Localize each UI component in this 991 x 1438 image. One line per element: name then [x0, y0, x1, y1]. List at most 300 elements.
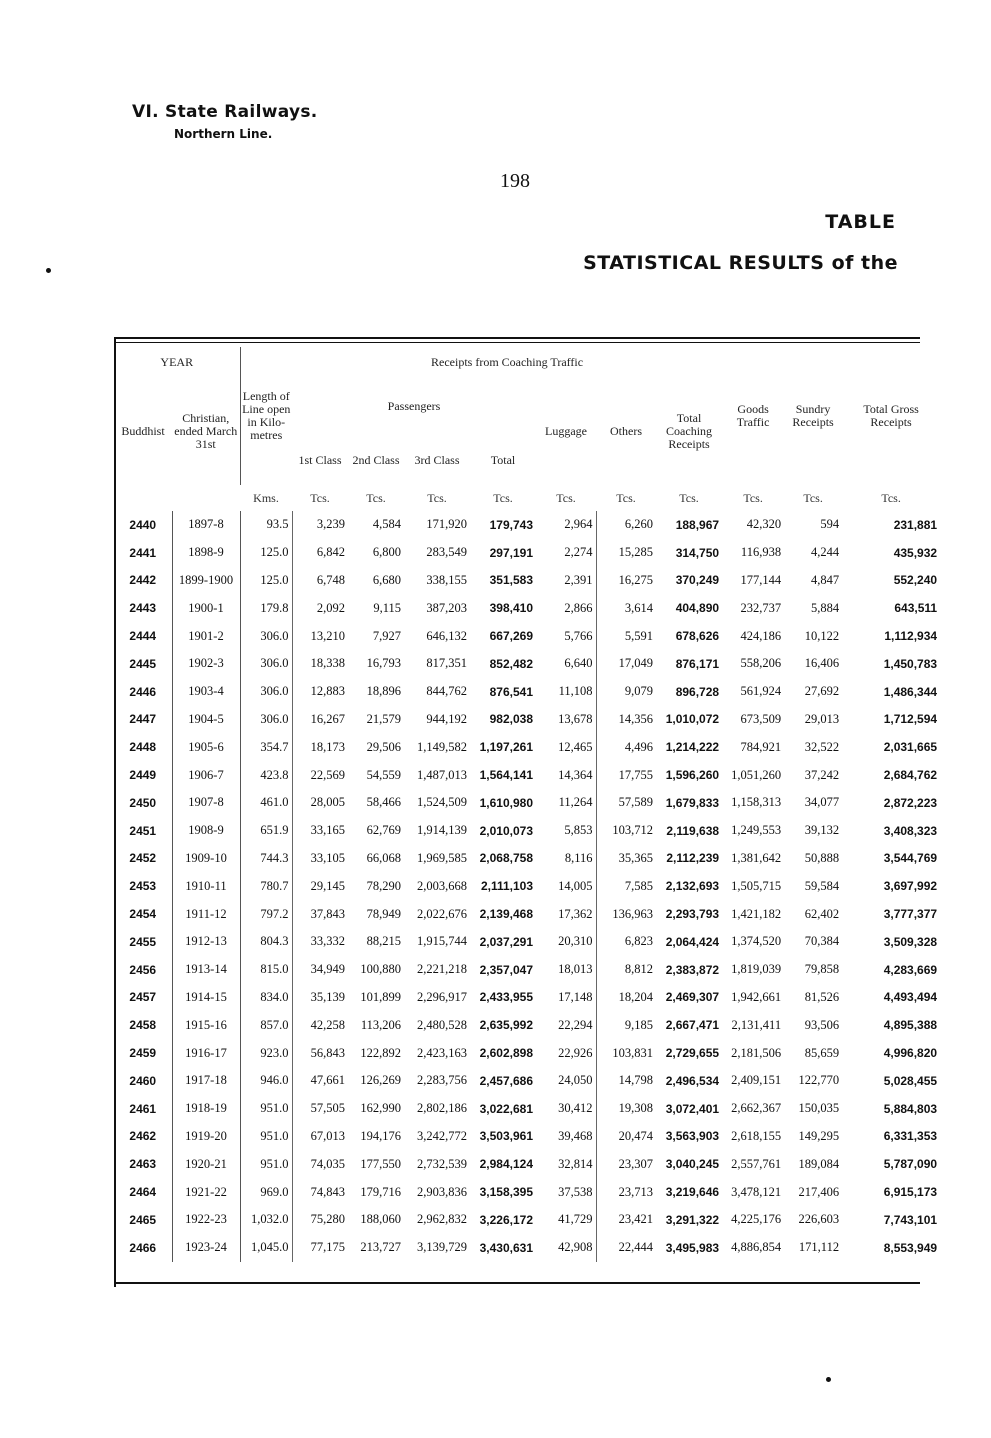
third-class-cell: 2,283,756 [417, 1073, 468, 1088]
christian-year-cell: 1910-11 [172, 872, 240, 900]
buddhist-year-cell: 2446 [129, 684, 157, 699]
buddhist-year-cell: 2461 [129, 1101, 157, 1116]
table-row [114, 511, 940, 539]
passenger-total-cell: 2,602,898 [479, 1046, 534, 1061]
luggage-cell: 22,294 [536, 1011, 596, 1039]
second-class-cell: 54,559 [366, 767, 402, 782]
line-length-cell: 354.7 [240, 733, 292, 761]
others-cell: 5,591 [624, 628, 654, 643]
sundry-receipts-cell: 93,506 [804, 1017, 840, 1032]
christian-year-cell: 1907-8 [172, 789, 240, 817]
total-coaching-cell: 404,890 [675, 601, 720, 616]
total-coaching-cell: 2,729,655 [665, 1046, 720, 1061]
first-class-cell: 77,175 [310, 1240, 346, 1255]
others-cell: 6,260 [624, 517, 654, 532]
buddhist-year-cell: 2441 [129, 545, 157, 560]
first-class-cell: 75,280 [310, 1212, 346, 1227]
buddhist-year-cell: 2463 [129, 1157, 157, 1172]
luggage-cell: 2,964 [536, 511, 596, 539]
luggage-cell: 11,108 [536, 678, 596, 706]
goods-traffic-cell: 2,131,411 [731, 1017, 782, 1032]
others-cell: 3,614 [624, 600, 654, 615]
line-length-cell: 306.0 [240, 622, 292, 650]
gross-receipts-cell: 1,486,344 [883, 684, 938, 699]
buddhist-year-cell: 2444 [129, 629, 157, 644]
first-class-cell: 67,013 [310, 1128, 346, 1143]
christian-year-cell: 1912-13 [172, 928, 240, 956]
table-row [114, 1123, 940, 1151]
first-class-cell: 33,332 [310, 934, 346, 949]
line-length-cell: 125.0 [240, 567, 292, 595]
passenger-total-cell: 2,457,686 [479, 1073, 534, 1088]
others-cell: 103,712 [612, 823, 654, 838]
buddhist-year-cell: 2440 [129, 517, 157, 532]
unit-label: Tcs. [556, 490, 576, 505]
goods-traffic-cell: 4,886,854 [731, 1240, 782, 1255]
second-class-cell: 6,680 [372, 572, 402, 587]
luggage-cell: 2,866 [536, 594, 596, 622]
passenger-total-cell: 3,158,395 [479, 1185, 534, 1200]
others-cell: 23,713 [618, 1184, 654, 1199]
unit-label: Tcs. [803, 490, 823, 505]
christian-year-cell: 1905-6 [172, 733, 240, 761]
gross-receipts-cell: 552,240 [893, 573, 938, 588]
gross-receipts-cell: 643,511 [894, 601, 938, 616]
buddhist-year-cell: 2462 [129, 1129, 157, 1144]
first-class-cell: 35,139 [310, 989, 346, 1004]
sundry-receipts-cell: 81,526 [804, 989, 840, 1004]
luggage-cell: 20,310 [536, 928, 596, 956]
christian-year-cell: 1911-12 [172, 900, 240, 928]
others-cell: 4,496 [624, 739, 654, 754]
first-class-header: 1st Class [298, 452, 342, 467]
passenger-total-cell: 2,357,047 [479, 962, 534, 977]
christian-year-cell: 1920-21 [172, 1150, 240, 1178]
goods-traffic-cell: 2,181,506 [731, 1045, 782, 1060]
luggage-cell: 17,362 [536, 900, 596, 928]
unit-label: Tcs. [616, 490, 636, 505]
sundry-receipts-cell: 59,584 [804, 878, 840, 893]
table-row [114, 872, 940, 900]
total-coaching-header: Total Coaching Receipts [666, 410, 713, 451]
sundry-receipts-cell: 171,112 [798, 1240, 840, 1255]
unit-label: Tcs. [881, 490, 901, 505]
table-row [114, 539, 940, 567]
table-row [114, 1039, 940, 1067]
sundry-receipts-cell: 34,077 [804, 795, 840, 810]
line-subheading: Northern Line. [174, 127, 273, 141]
ink-speck [46, 268, 51, 273]
year-header: YEAR [160, 354, 194, 369]
third-class-cell: 2,423,163 [417, 1045, 468, 1060]
passenger-total-cell: 1,610,980 [479, 795, 534, 810]
second-class-cell: 7,927 [372, 628, 402, 643]
line-length-cell: 1,045.0 [240, 1234, 292, 1262]
table-row [114, 789, 940, 817]
gross-receipts-cell: 1,112,934 [884, 629, 938, 644]
goods-traffic-cell: 42,320 [746, 517, 782, 532]
passenger-total-cell: 297,191 [489, 545, 534, 560]
table-row [114, 1178, 940, 1206]
top-rule [114, 337, 920, 339]
first-class-cell: 74,035 [310, 1156, 346, 1171]
others-cell: 17,049 [618, 656, 654, 671]
luggage-header: Luggage [545, 423, 587, 438]
buddhist-year-cell: 2459 [129, 1046, 157, 1061]
gross-receipts-cell: 3,777,377 [883, 907, 938, 922]
second-class-cell: 122,892 [360, 1045, 402, 1060]
table-row [114, 761, 940, 789]
statistics-table [114, 347, 940, 1262]
total-coaching-cell: 314,750 [675, 545, 720, 560]
total-coaching-cell: 876,171 [675, 656, 720, 671]
gross-receipts-cell: 2,872,223 [883, 795, 938, 810]
buddhist-year-cell: 2443 [129, 601, 157, 616]
third-class-cell: 2,962,832 [417, 1212, 468, 1227]
first-class-cell: 3,239 [316, 517, 346, 532]
table-body [114, 485, 940, 1262]
table-title: STATISTICAL RESULTS of the [583, 252, 898, 274]
line-length-cell: 780.7 [240, 872, 292, 900]
total-coaching-cell: 3,563,903 [665, 1129, 720, 1144]
line-length-cell: 461.0 [240, 789, 292, 817]
others-cell: 6,823 [624, 934, 654, 949]
luggage-cell: 17,148 [536, 984, 596, 1012]
passengers-header: Passengers [387, 398, 441, 413]
goods-traffic-cell: 1,421,182 [731, 906, 782, 921]
table-row [114, 567, 940, 595]
third-class-cell: 2,003,668 [417, 878, 468, 893]
total-coaching-cell: 3,495,983 [665, 1240, 720, 1255]
line-length-cell: 951.0 [240, 1123, 292, 1151]
total-coaching-cell: 1,679,833 [665, 795, 720, 810]
total-coaching-cell: 370,249 [675, 573, 720, 588]
goods-traffic-cell: 784,921 [740, 739, 782, 754]
total-coaching-cell: 3,219,646 [665, 1185, 720, 1200]
others-cell: 103,831 [612, 1045, 654, 1060]
christian-year-cell: 1915-16 [172, 1011, 240, 1039]
luggage-cell: 39,468 [536, 1123, 596, 1151]
passenger-total-cell: 3,226,172 [479, 1212, 534, 1227]
table-row [114, 650, 940, 678]
line-length-cell: 834.0 [240, 984, 292, 1012]
goods-traffic-cell: 424,186 [740, 628, 782, 643]
buddhist-year-cell: 2455 [129, 934, 157, 949]
third-class-cell: 2,732,539 [417, 1156, 468, 1171]
sundry-receipts-cell: 217,406 [798, 1184, 840, 1199]
luggage-cell: 8,116 [536, 845, 596, 873]
second-class-cell: 177,550 [360, 1156, 402, 1171]
total-coaching-cell: 2,496,534 [665, 1073, 720, 1088]
goods-traffic-cell: 4,225,176 [731, 1212, 782, 1227]
first-class-cell: 56,843 [310, 1045, 346, 1060]
gross-header: Total Gross Receipts [863, 402, 919, 429]
christian-year-cell: 1900-1 [172, 594, 240, 622]
first-class-cell: 57,505 [310, 1101, 346, 1116]
third-class-cell: 2,480,528 [417, 1017, 468, 1032]
buddhist-header: Buddhist [121, 423, 165, 438]
line-length-cell: 815.0 [240, 956, 292, 984]
others-cell: 9,185 [624, 1017, 654, 1032]
total-coaching-cell: 2,383,872 [665, 962, 720, 977]
sundry-receipts-cell: 149,295 [798, 1128, 840, 1143]
total-coaching-cell: 2,293,793 [665, 907, 720, 922]
others-cell: 20,474 [618, 1128, 654, 1143]
sundry-receipts-cell: 37,242 [804, 767, 840, 782]
buddhist-year-cell: 2448 [129, 740, 157, 755]
sundry-receipts-cell: 27,692 [804, 684, 840, 699]
buddhist-year-cell: 2464 [129, 1185, 157, 1200]
goods-traffic-cell: 1,942,661 [731, 989, 782, 1004]
second-class-header: 2nd Class [352, 452, 400, 467]
line-length-cell: 179.8 [240, 594, 292, 622]
table-row [114, 900, 940, 928]
goods-traffic-cell: 232,737 [740, 600, 782, 615]
luggage-cell: 41,729 [536, 1206, 596, 1234]
sundry-header: Sundry Receipts [792, 402, 834, 429]
buddhist-year-cell: 2442 [129, 573, 157, 588]
passenger-total-cell: 1,197,261 [479, 740, 534, 755]
total-coaching-cell: 2,469,307 [665, 990, 720, 1005]
others-cell: 136,963 [612, 906, 654, 921]
passenger-total-cell: 2,635,992 [479, 1018, 534, 1033]
others-cell: 35,365 [618, 850, 654, 865]
gross-receipts-cell: 4,493,494 [883, 990, 938, 1005]
passenger-total-cell: 876,541 [489, 684, 534, 699]
second-class-cell: 101,899 [360, 989, 402, 1004]
third-class-cell: 1,524,509 [417, 795, 468, 810]
others-cell: 17,755 [618, 767, 654, 782]
luggage-cell: 32,814 [536, 1150, 596, 1178]
first-class-cell: 34,949 [310, 962, 346, 977]
second-class-cell: 179,716 [360, 1184, 402, 1199]
sundry-receipts-cell: 50,888 [804, 850, 840, 865]
buddhist-year-cell: 2466 [129, 1240, 157, 1255]
passenger-total-cell: 852,482 [489, 656, 534, 671]
line-length-cell: 923.0 [240, 1039, 292, 1067]
luggage-cell: 14,364 [536, 761, 596, 789]
line-length-cell: 857.0 [240, 1011, 292, 1039]
christian-year-cell: 1916-17 [172, 1039, 240, 1067]
units-row [114, 485, 940, 511]
luggage-cell: 2,274 [536, 539, 596, 567]
luggage-cell: 13,678 [536, 706, 596, 734]
second-class-cell: 4,584 [372, 517, 402, 532]
third-class-cell: 1,915,744 [417, 934, 468, 949]
total-coaching-cell: 2,064,424 [665, 934, 720, 949]
others-cell: 14,798 [618, 1073, 654, 1088]
first-class-cell: 47,661 [310, 1073, 346, 1088]
total-coaching-cell: 1,596,260 [665, 768, 720, 783]
table-row [114, 1011, 940, 1039]
total-coaching-cell: 1,010,072 [665, 712, 720, 727]
unit-label: Tcs. [427, 490, 447, 505]
sundry-receipts-cell: 189,084 [798, 1156, 840, 1171]
sundry-receipts-cell: 122,770 [798, 1073, 840, 1088]
sundry-receipts-cell: 39,132 [804, 823, 840, 838]
christian-year-cell: 1899-1900 [172, 567, 240, 595]
luggage-cell: 18,013 [536, 956, 596, 984]
christian-year-cell: 1901-2 [172, 622, 240, 650]
third-class-cell: 1,969,585 [417, 850, 468, 865]
luggage-cell: 12,465 [536, 733, 596, 761]
unit-label: Kms. [253, 490, 279, 505]
gross-receipts-cell: 6,331,353 [883, 1129, 938, 1144]
christian-year-cell: 1923-24 [172, 1234, 240, 1262]
first-class-cell: 12,883 [310, 684, 346, 699]
line-length-cell: 804.3 [240, 928, 292, 956]
buddhist-year-cell: 2454 [129, 907, 157, 922]
unit-label: Tcs. [743, 490, 763, 505]
goods-traffic-cell: 116,938 [740, 545, 782, 560]
others-cell: 7,585 [624, 878, 654, 893]
first-class-cell: 29,145 [310, 878, 346, 893]
buddhist-year-cell: 2465 [129, 1212, 157, 1227]
passenger-total-header: Total [490, 452, 516, 467]
buddhist-year-cell: 2451 [129, 823, 157, 838]
second-class-cell: 113,206 [360, 1017, 402, 1032]
christian-year-cell: 1913-14 [172, 956, 240, 984]
first-class-cell: 18,338 [310, 656, 346, 671]
first-class-cell: 74,843 [310, 1184, 346, 1199]
passenger-total-cell: 2,010,073 [479, 823, 534, 838]
buddhist-year-cell: 2445 [129, 656, 157, 671]
table-row [114, 1206, 940, 1234]
luggage-cell: 5,766 [536, 622, 596, 650]
total-coaching-cell: 2,112,239 [666, 851, 720, 866]
sundry-receipts-cell: 85,659 [804, 1045, 840, 1060]
gross-receipts-cell: 1,712,594 [883, 712, 938, 727]
luggage-cell: 30,412 [536, 1095, 596, 1123]
passenger-total-cell: 1,564,141 [479, 768, 534, 783]
total-coaching-cell: 678,626 [675, 629, 720, 644]
table-row [114, 928, 940, 956]
first-class-cell: 37,843 [310, 906, 346, 921]
passenger-total-cell: 667,269 [489, 629, 534, 644]
luggage-cell: 37,538 [536, 1178, 596, 1206]
second-class-cell: 58,466 [366, 795, 402, 810]
total-coaching-cell: 3,291,322 [665, 1212, 720, 1227]
christian-year-cell: 1906-7 [172, 761, 240, 789]
luggage-cell: 6,640 [536, 650, 596, 678]
gross-receipts-cell: 8,553,949 [883, 1240, 938, 1255]
first-class-cell: 6,748 [316, 572, 346, 587]
others-cell: 23,307 [618, 1156, 654, 1171]
second-class-cell: 100,880 [360, 962, 402, 977]
first-class-cell: 2,092 [316, 600, 346, 615]
total-coaching-cell: 1,214,222 [665, 740, 720, 755]
second-class-cell: 18,896 [366, 684, 402, 699]
second-class-cell: 78,290 [366, 878, 402, 893]
christian-year-cell: 1897-8 [172, 511, 240, 539]
others-cell: 23,421 [618, 1212, 654, 1227]
buddhist-year-cell: 2458 [129, 1018, 157, 1033]
second-class-cell: 88,215 [366, 934, 402, 949]
sundry-receipts-cell: 4,244 [810, 545, 840, 560]
buddhist-year-cell: 2453 [129, 879, 157, 894]
third-class-cell: 944,192 [426, 711, 468, 726]
first-class-cell: 33,165 [310, 823, 346, 838]
table-label: TABLE [825, 211, 896, 233]
table-row [114, 594, 940, 622]
others-cell: 19,308 [618, 1101, 654, 1116]
passenger-total-cell: 2,433,955 [479, 990, 534, 1005]
passenger-total-cell: 2,068,758 [479, 851, 534, 866]
goods-traffic-cell: 1,249,553 [731, 823, 782, 838]
christian-year-cell: 1918-19 [172, 1095, 240, 1123]
unit-label: Tcs. [493, 490, 513, 505]
passenger-total-cell: 3,430,631 [479, 1240, 534, 1255]
page-number: 198 [500, 170, 530, 192]
third-class-cell: 387,203 [426, 600, 468, 615]
passenger-total-cell: 351,583 [489, 573, 534, 588]
christian-header: Christian, ended March 31st [174, 410, 238, 451]
christian-year-cell: 1903-4 [172, 678, 240, 706]
first-class-cell: 28,005 [310, 795, 346, 810]
sundry-receipts-cell: 150,035 [798, 1101, 840, 1116]
christian-year-cell: 1919-20 [172, 1123, 240, 1151]
luggage-cell: 11,264 [536, 789, 596, 817]
passenger-total-cell: 2,037,291 [479, 934, 534, 949]
line-length-cell: 306.0 [240, 678, 292, 706]
gross-receipts-cell: 1,450,783 [883, 656, 938, 671]
second-class-cell: 62,769 [366, 823, 402, 838]
second-class-cell: 16,793 [366, 656, 402, 671]
section-heading: VI. State Railways. [132, 102, 318, 122]
luggage-cell: 22,926 [536, 1039, 596, 1067]
second-class-cell: 66,068 [366, 850, 402, 865]
goods-traffic-cell: 2,618,155 [731, 1128, 782, 1143]
passenger-total-cell: 3,022,681 [479, 1101, 534, 1116]
total-coaching-cell: 2,667,471 [665, 1018, 720, 1033]
third-class-cell: 2,903,836 [417, 1184, 468, 1199]
sundry-receipts-cell: 62,402 [804, 906, 840, 921]
others-cell: 18,204 [618, 989, 654, 1004]
third-class-cell: 283,549 [426, 545, 468, 560]
goods-traffic-cell: 2,662,367 [731, 1101, 782, 1116]
luggage-cell: 42,908 [536, 1234, 596, 1262]
goods-traffic-cell: 177,144 [740, 572, 782, 587]
gross-receipts-cell: 4,996,820 [883, 1046, 938, 1061]
table-row [114, 817, 940, 845]
passenger-total-cell: 982,038 [489, 712, 534, 727]
table-row [114, 845, 940, 873]
gross-receipts-cell: 4,895,388 [883, 1018, 938, 1033]
others-cell: 9,079 [624, 684, 654, 699]
buddhist-year-cell: 2456 [129, 962, 157, 977]
ink-speck [826, 1377, 831, 1382]
table-row [114, 1234, 940, 1262]
line-length-cell: 306.0 [240, 650, 292, 678]
third-class-cell: 3,242,772 [417, 1128, 468, 1143]
second-class-cell: 78,949 [366, 906, 402, 921]
line-length-cell: 744.3 [240, 845, 292, 873]
buddhist-year-cell: 2457 [129, 990, 157, 1005]
table-row [114, 984, 940, 1012]
coaching-header: Receipts from Coaching Traffic [431, 354, 584, 369]
third-class-cell: 171,920 [426, 517, 468, 532]
line-length-cell: 951.0 [240, 1150, 292, 1178]
statistics-table-frame [114, 337, 938, 1287]
table-row [114, 956, 940, 984]
passenger-total-cell: 2,984,124 [479, 1157, 534, 1172]
goods-traffic-cell: 673,509 [740, 711, 782, 726]
total-coaching-cell: 3,072,401 [665, 1101, 720, 1116]
goods-traffic-cell: 558,206 [740, 656, 782, 671]
second-class-cell: 188,060 [360, 1212, 402, 1227]
second-class-cell: 162,990 [360, 1101, 402, 1116]
goods-traffic-cell: 1,819,039 [731, 962, 782, 977]
